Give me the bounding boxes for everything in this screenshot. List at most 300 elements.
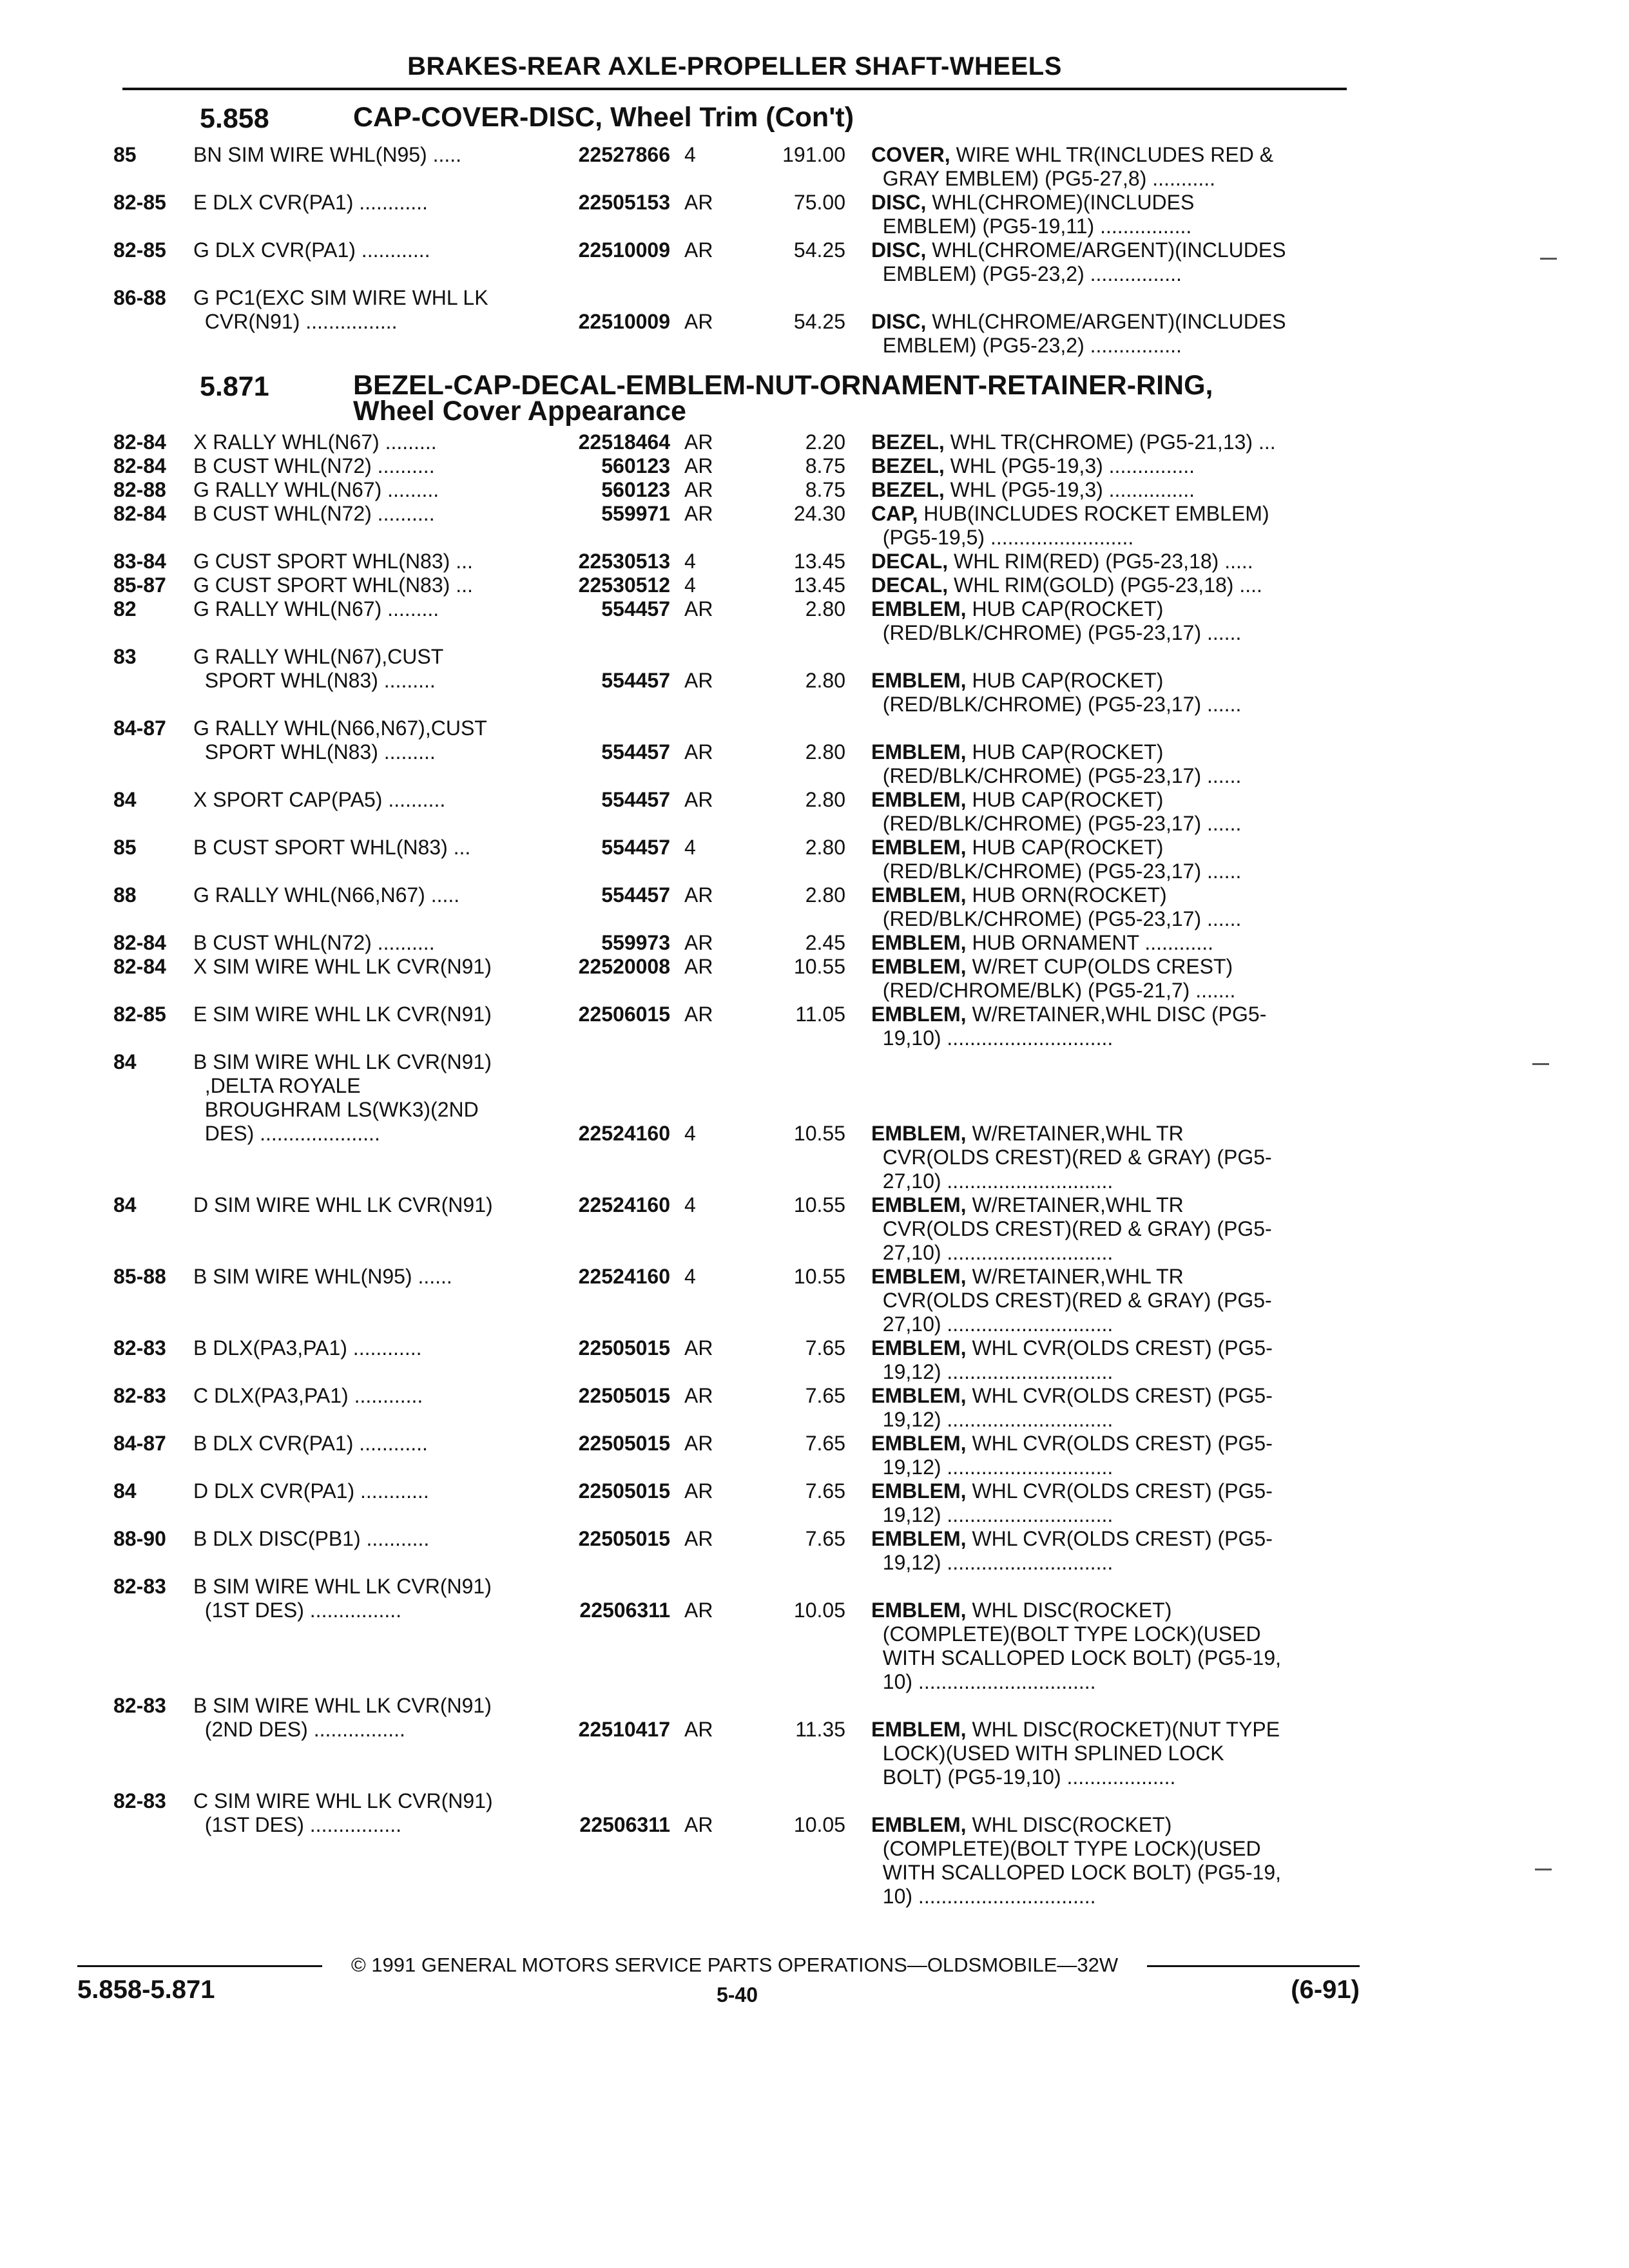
description-cell xyxy=(871,1360,1343,1384)
year-cell: 82-83 xyxy=(113,1575,166,1598)
quantity-cell: AR xyxy=(684,1432,713,1455)
description-cell xyxy=(871,1408,1343,1432)
year-cell: 82-84 xyxy=(113,502,166,525)
description-text: (RED/BLK/CHROME) (PG5-23,17) ...... xyxy=(871,907,1242,930)
table-row xyxy=(0,1789,1629,1813)
description-text: HUB CAP(ROCKET) xyxy=(966,740,1164,764)
part-number-cell: 560123 xyxy=(601,454,670,477)
description-cell xyxy=(871,931,1343,955)
part-number-cell: 22527866 xyxy=(578,143,670,166)
model-cell: BN SIM WIRE WHL(N95) ..... xyxy=(193,143,462,166)
description-text: WHL (PG5-19,3) ............... xyxy=(944,478,1195,501)
description-keyword: DECAL, xyxy=(871,550,949,573)
price-cell: 2.80 xyxy=(805,597,845,620)
description-keyword: EMBLEM, xyxy=(871,931,967,954)
table-row xyxy=(0,1837,1629,1861)
price-cell: 7.65 xyxy=(805,1432,845,1455)
quantity-cell: AR xyxy=(684,1384,713,1407)
description-text: HUB CAP(ROCKET) xyxy=(966,597,1164,620)
description-text: (RED/BLK/CHROME) (PG5-23,17) ...... xyxy=(871,621,1242,644)
description-cell xyxy=(871,1718,1343,1742)
model-cell: (1ST DES) ................ xyxy=(193,1813,402,1836)
margin-tick xyxy=(1532,1063,1549,1065)
model-cell: B CUST WHL(N72) .......... xyxy=(193,931,435,954)
description-keyword: EMBLEM, xyxy=(871,1479,967,1503)
quantity-cell: AR xyxy=(684,478,713,501)
price-cell: 7.65 xyxy=(805,1527,845,1550)
table-row xyxy=(0,1360,1629,1384)
description-text: WHL DISC(ROCKET) xyxy=(966,1813,1172,1836)
price-cell: 7.65 xyxy=(805,1384,845,1407)
part-number-cell: 22506311 xyxy=(579,1599,670,1622)
price-cell: 10.55 xyxy=(793,955,845,978)
model-cell: C DLX(PA3,PA1) ............ xyxy=(193,1384,423,1407)
description-keyword: EMBLEM, xyxy=(871,1599,967,1622)
description-cell xyxy=(871,1336,1343,1360)
description-text: W/RETAINER,WHL TR xyxy=(966,1265,1184,1288)
description-cell xyxy=(871,1217,1343,1241)
footer-copyright: © 1991 GENERAL MOTORS SERVICE PARTS OPERATIONS—OLDSMOBILE—32W xyxy=(322,1952,1147,1978)
description-text: BOLT) (PG5-19,10) ................... xyxy=(871,1765,1176,1789)
description-cell xyxy=(871,979,1343,1003)
table-row xyxy=(0,430,1629,454)
part-number-cell: 22524160 xyxy=(578,1122,670,1145)
quantity-cell: 4 xyxy=(684,1122,696,1145)
description-text: 27,10) ............................. xyxy=(871,1169,1113,1193)
description-cell xyxy=(871,1169,1343,1193)
year-cell: 82-84 xyxy=(113,931,166,954)
quantity-cell: AR xyxy=(684,430,713,454)
description-cell xyxy=(871,812,1343,836)
quantity-cell: AR xyxy=(684,669,713,692)
description-keyword: EMBLEM, xyxy=(871,1718,967,1741)
description-keyword: CAP, xyxy=(871,502,918,525)
price-cell: 10.55 xyxy=(793,1193,845,1216)
description-text: 19,12) ............................. xyxy=(871,1408,1113,1431)
quantity-cell: AR xyxy=(684,955,713,978)
description-keyword: EMBLEM, xyxy=(871,883,967,907)
quantity-cell: AR xyxy=(684,597,713,620)
table-row xyxy=(0,238,1629,262)
table-row xyxy=(0,1050,1629,1074)
model-cell: G RALLY WHL(N67) ......... xyxy=(193,478,439,501)
part-number-cell: 559971 xyxy=(601,502,670,525)
table-row xyxy=(0,143,1629,167)
table-row xyxy=(0,716,1629,740)
description-text: WHL DISC(ROCKET)(NUT TYPE xyxy=(966,1718,1280,1741)
model-cell: B DLX(PA3,PA1) ............ xyxy=(193,1336,422,1360)
description-cell xyxy=(871,883,1343,907)
model-cell: G RALLY WHL(N66,N67) ..... xyxy=(193,883,460,907)
year-cell: 85 xyxy=(113,143,137,166)
table-row xyxy=(0,812,1629,836)
price-cell: 7.65 xyxy=(805,1479,845,1503)
price-cell: 54.25 xyxy=(793,238,845,262)
description-cell xyxy=(871,502,1343,526)
table-row xyxy=(0,454,1629,478)
model-cell: B CUST WHL(N72) .......... xyxy=(193,502,435,525)
price-cell: 11.05 xyxy=(795,1003,845,1026)
table-row xyxy=(0,1384,1629,1408)
table-row xyxy=(0,1098,1629,1122)
table-row xyxy=(0,645,1629,669)
price-cell: 10.05 xyxy=(793,1599,845,1622)
price-cell: 10.55 xyxy=(793,1122,845,1145)
model-cell: B DLX CVR(PA1) ............ xyxy=(193,1432,428,1455)
description-cell xyxy=(871,1837,1343,1861)
table-row xyxy=(0,526,1629,550)
description-text: EMBLEM) (PG5-23,2) ................ xyxy=(871,262,1182,285)
model-cell: D DLX CVR(PA1) ............ xyxy=(193,1479,429,1503)
model-cell: E SIM WIRE WHL LK CVR(N91) xyxy=(193,1003,492,1026)
description-text: W/RETAINER,WHL TR xyxy=(966,1193,1184,1216)
quantity-cell: 4 xyxy=(684,550,696,573)
price-cell: 13.45 xyxy=(793,550,845,573)
table-row xyxy=(0,788,1629,812)
part-number-cell: 22530513 xyxy=(578,550,670,573)
description-keyword: EMBLEM, xyxy=(871,1193,967,1216)
description-keyword: BEZEL, xyxy=(871,454,945,477)
price-cell: 191.00 xyxy=(782,143,845,166)
model-cell: X SIM WIRE WHL LK CVR(N91) xyxy=(193,955,492,978)
description-text: HUB(INCLUDES ROCKET EMBLEM) xyxy=(918,502,1269,525)
description-cell xyxy=(871,1861,1343,1885)
description-text: GRAY EMBLEM) (PG5-27,8) ........... xyxy=(871,167,1216,190)
price-cell: 8.75 xyxy=(805,478,845,501)
year-cell: 83 xyxy=(113,645,137,668)
table-row xyxy=(0,1646,1629,1670)
table-row xyxy=(0,478,1629,502)
description-cell xyxy=(871,1026,1343,1050)
description-cell xyxy=(871,1646,1343,1670)
description-text: 19,12) ............................. xyxy=(871,1360,1113,1383)
year-cell: 85-87 xyxy=(113,573,166,597)
description-text: WHL(CHROME/ARGENT)(INCLUDES xyxy=(926,238,1286,262)
year-cell: 83-84 xyxy=(113,550,166,573)
description-text: 19,12) ............................. xyxy=(871,1456,1113,1479)
description-text: WHL (PG5-19,3) ............... xyxy=(944,454,1195,477)
year-cell: 82-85 xyxy=(113,238,166,262)
description-text: CVR(OLDS CREST)(RED & GRAY) (PG5- xyxy=(871,1289,1272,1312)
table-row xyxy=(0,1026,1629,1050)
description-text: EMBLEM) (PG5-23,2) ................ xyxy=(871,334,1182,357)
model-cell: G CUST SPORT WHL(N83) ... xyxy=(193,573,473,597)
description-text: W/RETAINER,WHL DISC (PG5- xyxy=(966,1003,1267,1026)
description-text: (PG5-19,5) ......................... xyxy=(871,526,1134,549)
description-cell xyxy=(871,430,1343,454)
quantity-cell: AR xyxy=(684,238,713,262)
model-cell: G PC1(EXC SIM WIRE WHL LK xyxy=(193,286,488,309)
table-row xyxy=(0,1217,1629,1241)
description-keyword: EMBLEM, xyxy=(871,836,967,859)
description-keyword: DISC, xyxy=(871,191,927,214)
description-cell xyxy=(871,1599,1343,1622)
description-cell xyxy=(871,764,1343,788)
year-cell: 84 xyxy=(113,1479,137,1503)
description-keyword: EMBLEM, xyxy=(871,788,967,811)
year-cell: 82-84 xyxy=(113,955,166,978)
price-cell: 54.25 xyxy=(793,310,845,333)
price-cell: 2.20 xyxy=(805,430,845,454)
description-cell xyxy=(871,1765,1343,1789)
quantity-cell: AR xyxy=(684,931,713,954)
model-cell: B SIM WIRE WHL LK CVR(N91) xyxy=(193,1694,492,1717)
description-cell xyxy=(871,788,1343,812)
table-row xyxy=(0,1003,1629,1026)
year-cell: 82-85 xyxy=(113,191,166,214)
table-row xyxy=(0,764,1629,788)
model-cell: D SIM WIRE WHL LK CVR(N91) xyxy=(193,1193,493,1216)
description-text: 27,10) ............................. xyxy=(871,1312,1113,1336)
price-cell: 8.75 xyxy=(805,454,845,477)
part-number-cell: 554457 xyxy=(601,740,670,764)
description-cell xyxy=(871,143,1343,167)
table-row xyxy=(0,502,1629,526)
footer-section-range: 5.858-5.871 xyxy=(77,1975,215,2004)
description-cell xyxy=(871,597,1343,621)
description-text: HUB CAP(ROCKET) xyxy=(966,836,1164,859)
description-cell xyxy=(871,1003,1343,1026)
model-cell: (1ST DES) ................ xyxy=(193,1599,402,1622)
table-row xyxy=(0,1169,1629,1193)
description-cell xyxy=(871,1503,1343,1527)
description-cell xyxy=(871,1670,1343,1694)
table-row xyxy=(0,1527,1629,1551)
table-row xyxy=(0,621,1629,645)
table-row xyxy=(0,1074,1629,1098)
part-number-cell: 560123 xyxy=(601,478,670,501)
part-number-cell: 22530512 xyxy=(578,573,670,597)
model-cell: ,DELTA ROYALE xyxy=(193,1074,361,1097)
price-cell: 2.80 xyxy=(805,740,845,764)
quantity-cell: AR xyxy=(684,191,713,214)
price-cell: 7.65 xyxy=(805,1336,845,1360)
quantity-cell: AR xyxy=(684,883,713,907)
year-cell: 84 xyxy=(113,788,137,811)
part-number-cell: 554457 xyxy=(601,788,670,811)
year-cell: 84-87 xyxy=(113,1432,166,1455)
description-text: WHL(CHROME/ARGENT)(INCLUDES xyxy=(926,310,1286,333)
description-keyword: EMBLEM, xyxy=(871,1122,967,1145)
part-number-cell: 22524160 xyxy=(578,1265,670,1288)
part-number-cell: 22506015 xyxy=(578,1003,670,1026)
table-row xyxy=(0,1670,1629,1694)
description-text: (RED/BLK/CHROME) (PG5-23,17) ...... xyxy=(871,764,1242,787)
header-rule xyxy=(122,88,1347,90)
quantity-cell: AR xyxy=(684,1336,713,1360)
description-cell xyxy=(871,1813,1343,1837)
price-cell: 24.30 xyxy=(793,502,845,525)
quantity-cell: AR xyxy=(684,1813,713,1836)
description-text: WHL CVR(OLDS CREST) (PG5- xyxy=(966,1479,1273,1503)
description-text: (RED/CHROME/BLK) (PG5-21,7) ....... xyxy=(871,979,1236,1002)
model-cell: G RALLY WHL(N66,N67),CUST xyxy=(193,716,487,740)
table-row xyxy=(0,1599,1629,1622)
table-row xyxy=(0,1885,1629,1908)
part-number-cell: 22510417 xyxy=(578,1718,670,1741)
table-row xyxy=(0,836,1629,860)
model-cell: BROUGHRAM LS(WK3)(2ND xyxy=(193,1098,479,1121)
part-number-cell: 554457 xyxy=(601,669,670,692)
description-text: (RED/BLK/CHROME) (PG5-23,17) ...... xyxy=(871,860,1242,883)
year-cell: 84 xyxy=(113,1050,137,1073)
description-cell xyxy=(871,454,1343,478)
model-cell: SPORT WHL(N83) ......... xyxy=(193,669,436,692)
description-text: 19,12) ............................. xyxy=(871,1503,1113,1526)
description-cell xyxy=(871,740,1343,764)
description-cell xyxy=(871,1146,1343,1169)
year-cell: 82-83 xyxy=(113,1694,166,1717)
description-keyword: EMBLEM, xyxy=(871,1336,967,1360)
table-row xyxy=(0,1241,1629,1265)
model-cell: (2ND DES) ................ xyxy=(193,1718,405,1741)
description-text: WHL CVR(OLDS CREST) (PG5- xyxy=(966,1432,1273,1455)
description-cell xyxy=(871,550,1343,573)
description-text: WHL CVR(OLDS CREST) (PG5- xyxy=(966,1336,1273,1360)
part-number-cell: 22505015 xyxy=(578,1336,670,1360)
description-cell xyxy=(871,191,1343,215)
part-number-cell: 554457 xyxy=(601,597,670,620)
description-cell xyxy=(871,621,1343,645)
price-cell: 75.00 xyxy=(793,191,845,214)
description-cell xyxy=(871,693,1343,716)
table-row xyxy=(0,1312,1629,1336)
price-cell: 2.80 xyxy=(805,883,845,907)
part-number-cell: 22506311 xyxy=(579,1813,670,1836)
table-row xyxy=(0,1718,1629,1742)
year-cell: 82-84 xyxy=(113,430,166,454)
description-text: 19,12) ............................. xyxy=(871,1551,1113,1574)
table-row xyxy=(0,1456,1629,1479)
model-cell: B SIM WIRE WHL(N95) ...... xyxy=(193,1265,452,1288)
description-keyword: EMBLEM, xyxy=(871,1265,967,1288)
description-text: WHL RIM(GOLD) (PG5-23,18) .... xyxy=(948,573,1262,597)
model-cell: E DLX CVR(PA1) ............ xyxy=(193,191,428,214)
price-cell: 13.45 xyxy=(793,573,845,597)
quantity-cell: 4 xyxy=(684,143,696,166)
description-keyword: EMBLEM, xyxy=(871,1432,967,1455)
table-row xyxy=(0,1265,1629,1289)
description-cell xyxy=(871,1527,1343,1551)
description-keyword: BEZEL, xyxy=(871,478,945,501)
table-row xyxy=(0,1503,1629,1527)
description-text: WHL RIM(RED) (PG5-23,18) ..... xyxy=(948,550,1253,573)
description-cell xyxy=(871,262,1343,286)
year-cell: 82-83 xyxy=(113,1384,166,1407)
model-cell: DES) ..................... xyxy=(193,1122,380,1145)
description-keyword: EMBLEM, xyxy=(871,1003,967,1026)
description-text: WHL(CHROME)(INCLUDES xyxy=(926,191,1195,214)
price-cell: 10.55 xyxy=(793,1265,845,1288)
description-cell xyxy=(871,669,1343,693)
table-row xyxy=(0,310,1629,334)
quantity-cell: AR xyxy=(684,1479,713,1503)
part-number-cell: 22505153 xyxy=(578,191,670,214)
table-row xyxy=(0,693,1629,716)
description-text: WHL CVR(OLDS CREST) (PG5- xyxy=(966,1527,1273,1550)
description-cell xyxy=(871,215,1343,238)
description-keyword: BEZEL, xyxy=(871,430,945,454)
description-keyword: EMBLEM, xyxy=(871,1527,967,1550)
description-text: (COMPLETE)(BOLT TYPE LOCK)(USED xyxy=(871,1622,1261,1646)
table-row xyxy=(0,334,1629,358)
description-cell xyxy=(871,955,1343,979)
price-cell: 2.45 xyxy=(805,931,845,954)
description-keyword: EMBLEM, xyxy=(871,669,967,692)
table-row xyxy=(0,1622,1629,1646)
description-cell xyxy=(871,334,1343,358)
description-cell xyxy=(871,1193,1343,1217)
section-number: 5.871 xyxy=(200,371,269,402)
description-cell xyxy=(871,1265,1343,1289)
year-cell: 86-88 xyxy=(113,286,166,309)
year-cell: 88-90 xyxy=(113,1527,166,1550)
description-text: WITH SCALLOPED LOCK BOLT) (PG5-19, xyxy=(871,1646,1281,1669)
description-text: LOCK)(USED WITH SPLINED LOCK xyxy=(871,1742,1224,1765)
year-cell: 88 xyxy=(113,883,137,907)
quantity-cell: 4 xyxy=(684,1193,696,1216)
table-row xyxy=(0,1289,1629,1312)
description-cell xyxy=(871,907,1343,931)
table-row xyxy=(0,550,1629,573)
description-text: WHL DISC(ROCKET) xyxy=(966,1599,1172,1622)
description-text: WITH SCALLOPED LOCK BOLT) (PG5-19, xyxy=(871,1861,1281,1884)
part-number-cell: 22505015 xyxy=(578,1384,670,1407)
table-row xyxy=(0,1694,1629,1718)
model-cell: X SPORT CAP(PA5) .......... xyxy=(193,788,446,811)
description-text: (RED/BLK/CHROME) (PG5-23,17) ...... xyxy=(871,693,1242,716)
description-cell xyxy=(871,238,1343,262)
description-keyword: DISC, xyxy=(871,238,927,262)
model-cell: G RALLY WHL(N67) ......... xyxy=(193,597,439,620)
price-cell: 2.80 xyxy=(805,669,845,692)
section-title: BEZEL-CAP-DECAL-EMBLEM-NUT-ORNAMENT-RETAINER-RING, Wheel Cover Appearance xyxy=(353,370,1213,427)
table-row xyxy=(0,1408,1629,1432)
description-text: WHL TR(CHROME) (PG5-21,13) ... xyxy=(944,430,1276,454)
table-row xyxy=(0,1551,1629,1575)
table-row xyxy=(0,1479,1629,1503)
year-cell: 82-88 xyxy=(113,478,166,501)
year-cell: 84 xyxy=(113,1193,137,1216)
part-number-cell: 22520008 xyxy=(578,955,670,978)
table-row xyxy=(0,1146,1629,1169)
quantity-cell: AR xyxy=(684,1527,713,1550)
description-cell xyxy=(871,1384,1343,1408)
description-text: HUB ORN(ROCKET) xyxy=(966,883,1167,907)
part-number-cell: 22505015 xyxy=(578,1479,670,1503)
part-number-cell: 22510009 xyxy=(578,238,670,262)
description-text: WHL CVR(OLDS CREST) (PG5- xyxy=(966,1384,1273,1407)
table-row xyxy=(0,1575,1629,1599)
year-cell: 82-84 xyxy=(113,454,166,477)
table-row xyxy=(0,1122,1629,1146)
table-row xyxy=(0,191,1629,215)
model-cell: G DLX CVR(PA1) ............ xyxy=(193,238,430,262)
description-text: 19,10) ............................. xyxy=(871,1026,1113,1050)
year-cell: 84-87 xyxy=(113,716,166,740)
description-keyword: EMBLEM, xyxy=(871,597,967,620)
description-cell xyxy=(871,310,1343,334)
description-text: EMBLEM) (PG5-19,11) ................ xyxy=(871,215,1192,238)
description-cell xyxy=(871,478,1343,502)
description-cell xyxy=(871,836,1343,860)
table-row xyxy=(0,573,1629,597)
quantity-cell: AR xyxy=(684,1003,713,1026)
quantity-cell: AR xyxy=(684,502,713,525)
part-number-cell: 22524160 xyxy=(578,1193,670,1216)
quantity-cell: AR xyxy=(684,740,713,764)
quantity-cell: 4 xyxy=(684,573,696,597)
